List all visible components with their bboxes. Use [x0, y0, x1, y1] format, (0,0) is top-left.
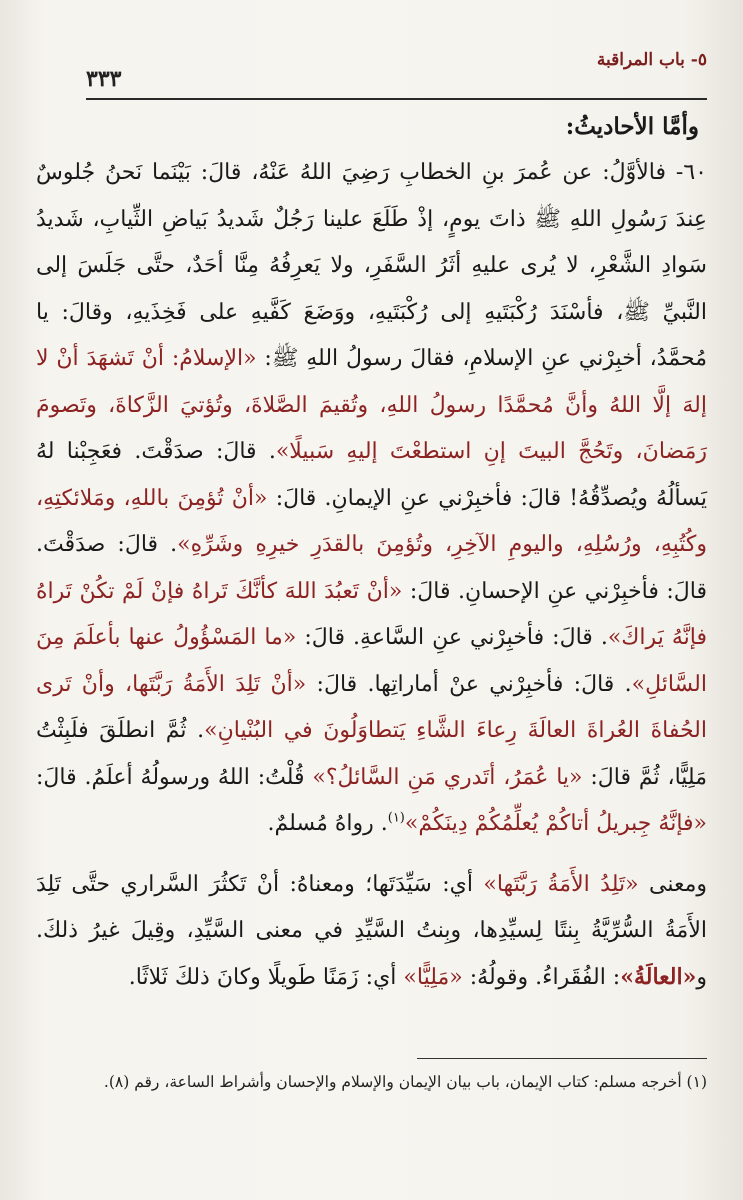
page-header	[86, 48, 707, 100]
hadith-narration: . قالَ: فأخبِرْني عنْ أماراتِها. قالَ:	[306, 671, 632, 697]
prophet-speech-hour: «ما المَسْؤُولُ عنها بأعلَمَ مِنَ السَّائلِ»	[36, 625, 707, 697]
hadith-narration: قُلْتُ: اللهُ ورسولُهُ أعلَمُ. قالَ:	[36, 764, 313, 790]
prophet-speech-signs: «أنْ تَلِدَ الأَمَةُ رَبَّتَها، وأنْ تَرى الحُفاةَ العُراةَ العالَةَ رِعاءَ الشَّاءِ يَتطاوَلُونَ في البُنْيانِ»	[36, 671, 707, 743]
hadith-narration: . قالَ: صدَقْتَ. قالَ: فأخبِرْني عنِ الإحسانِ. قالَ:	[36, 532, 707, 604]
explanation-text: أي: سَيِّدَتَها؛ ومعناهُ: أنْ تَكثُرَ السَّراري حتَّى تَلِدَ الأَمَةُ السُّرِّيَّةُ بِنتًا لِسيِّدِها، وبِنتُ السَّيِّدِ في معنى السَّيِّدِ، وقِيلَ غيرُ ذلكَ. و	[36, 871, 707, 990]
explanation-text: : الفُقَراءُ. وقولُهُ:	[462, 964, 621, 990]
page-number: ٣٣٣	[86, 66, 122, 92]
hadith-narration: . قالَ: صدَقْتَ. فعَجِبْنا لهُ يَسألُهُ ويُصدِّقُهُ! قالَ: فأخبِرْني عنِ الإيمانِ. قالَ:	[36, 439, 707, 511]
hadith-narration-intro: ٦٠- فالأوَّلُ: عن عُمرَ بنِ الخطابِ رَضِيَ اللهُ عَنْهُ، قالَ: بَيْنَما نَحنُ جُلوسٌ عِندَ رَسُولِ اللهِ ﷺ ذاتَ يومٍ، إذْ طَلَعَ علينا رَجُلٌ شَديدُ بَياضِ الثِّيابِ، شَديدُ سَوادِ الشَّعْرِ، لا يُرى عليهِ أثَرُ السَّفَرِ، ولا يَعرِفُهُ مِنَّا أحَدٌ، حتَّى جَلَسَ إلى النَّبيِّ ﷺ، فأسْنَدَ رُكْبَتَيهِ إلى رُكْبَتَيهِ، ووَضَعَ كَفَّيهِ على فَخِذَيهِ، وقالَ: يا مُحمَّدُ، أخبِرْني عنِ الإسلامِ، فقالَ رسولُ اللهِ ﷺ:	[36, 160, 707, 371]
prophet-speech-jibril: «فإنَّهُ جِبريلُ أتاكُمْ يُعلِّمُكُمْ دِينَكُمْ»	[404, 811, 707, 836]
hadith-narration: . ثُمَّ انطلَقَ فلَبِثْتُ مَلِيًّا، ثُمَّ قالَ:	[36, 718, 707, 790]
prophet-speech-iman: «أنْ تُؤمِنَ باللهِ، ومَلائكتِهِ، وكُتُبِهِ، ورُسُلِهِ، واليومِ الآخِرِ، وتُؤمِنَ بالقدَرِ خيرِهِ وشَرِّهِ»	[36, 485, 707, 557]
section-heading: وأمَّا الأحاديثُ:	[565, 113, 699, 140]
prophet-speech-ihsan: «أنْ تَعبُدَ اللهَ كأنَّكَ تَراهُ فإنْ لَمْ تكُنْ تَراهُ فإنَّهُ يَراكَ»	[36, 578, 707, 650]
chapter-title: ٥- باب المراقبة	[596, 50, 707, 70]
prophet-speech-islam: «الإسلامُ: أنْ تَشهَدَ أنْ لا إلهَ إلَّا اللهُ وأنَّ مُحمَّدًا رسولُ اللهِ، وتُقيمَ الصَّلاةَ، وتُؤتيَ الزَّكاةَ، وتَصومَ رَمَضانَ، وتَحُجَّ البيتَ إنِ استطعْتَ إليهِ سَبيلًا»	[36, 346, 708, 464]
hadith-text	[36, 150, 707, 848]
explanation-text: ومعنى	[638, 871, 707, 897]
footnote-reference[interactable]: (١)	[387, 810, 405, 826]
footnote-divider	[417, 1058, 707, 1059]
explanation-paragraph	[36, 862, 707, 1001]
explanation-text: أي: زَمَنًا طَويلًا وكانَ ذلكَ ثَلاثًا.	[128, 964, 404, 990]
page-body	[36, 100, 707, 1001]
prophet-speech-question: «يا عُمَرُ، أتَدري مَنِ السَّائلُ؟»	[312, 764, 583, 790]
hadith-narration-end: . رواهُ مُسلمٌ.	[267, 811, 388, 836]
hadith-narration: . قالَ: فأخبِرْني عنِ السَّاعةِ. قالَ:	[296, 625, 608, 650]
quoted-term: «تَلِدُ الأَمَةُ رَبَّتَها»	[483, 871, 639, 897]
quoted-term: «مَلِيًّا»	[403, 964, 463, 990]
quoted-term: «العالَةُ»	[620, 963, 697, 990]
footnote: (١) أخرجه مسلم: كتاب الإيمان، باب بيان الإيمان والإسلام والإحسان وأشراط الساعة، رقم (٨).	[103, 1073, 707, 1091]
